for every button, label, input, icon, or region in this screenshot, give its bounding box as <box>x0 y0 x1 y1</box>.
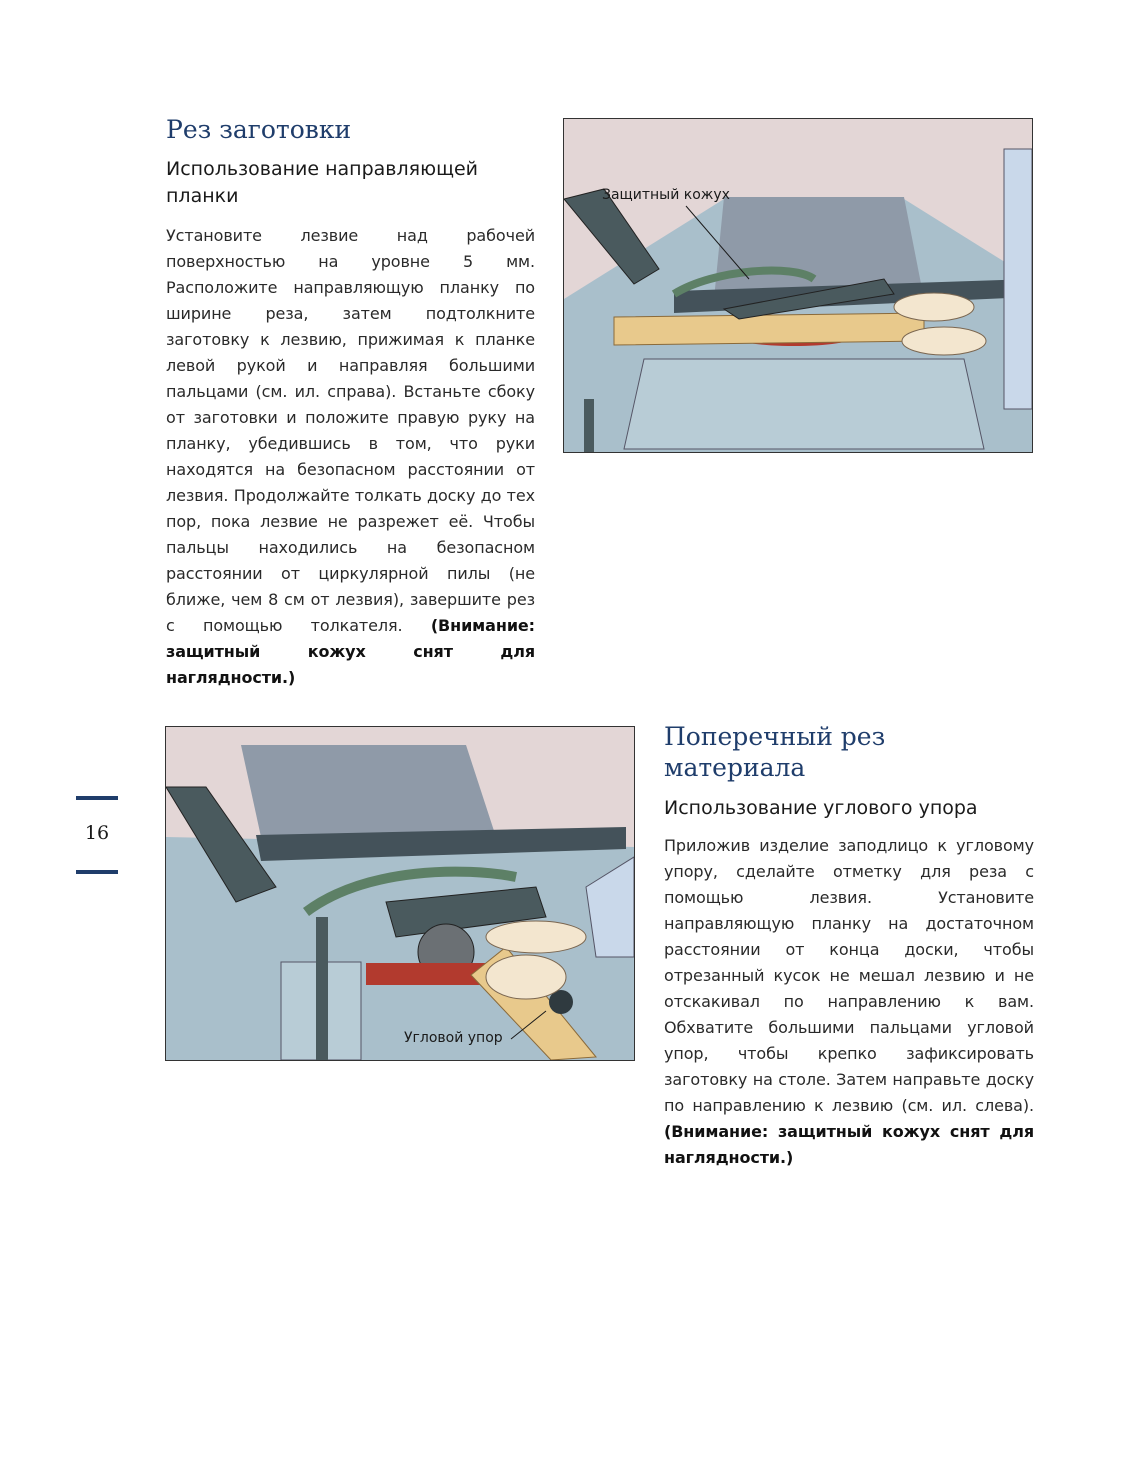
figure-rip-cut <box>563 118 1033 453</box>
section-1-warning: (Внимание: защитный кожух снят для наглядности.) <box>166 616 535 687</box>
rip-cut-illustration <box>564 119 1032 452</box>
figure-label-blade-guard: Защитный кожух <box>602 187 730 203</box>
page-rule-top <box>76 796 118 800</box>
section-2-subtitle: Использование углового упора <box>664 797 978 819</box>
figure-label-miter-gauge: Угловой упор <box>404 1030 503 1046</box>
section-2-warning: (Внимание: защитный кожух снят для наглядности.) <box>664 1122 1034 1167</box>
figure-crosscut <box>165 726 635 1061</box>
section-1-subtitle: Использование направляющей планки <box>166 158 479 207</box>
section-1-title: Рез заготовки <box>166 115 352 144</box>
page-rule-bottom <box>76 870 118 874</box>
crosscut-illustration <box>166 727 634 1060</box>
section-2-body-text: Приложив изделие заподлицо к угловому упору, сделайте отметку для реза с помощью лезвия. Установите направляющую планку на достаточном расстоянии от конца доски, чтобы отрезанный кусок не мешал лезвию и не отскакивал по направлению к вам. Обхватите большими пальцами угловой упор, чтобы крепко зафиксировать заготовку на столе. Затем направьте доску по направлению к лезвию (см. ил. слева). <box>664 836 1034 1115</box>
section-2-title: Поперечный рез материала <box>664 722 886 782</box>
section-2-body <box>664 833 1034 1171</box>
section-1-body <box>166 223 535 691</box>
page-number: 16 <box>84 822 110 844</box>
section-1-body-text: Установите лезвие над рабочей поверхностью на уровне 5 мм. Расположите направляющую планку по ширине реза, затем подтолкните заготовку к лезвию, прижимая к планке левой рукой и направляя большими пальцами (см. ил. справа). Встаньте сбоку от заготовки и положите правую руку на планку, убедившись в том, что руки находятся на безопасном расстоянии от лезвия. Продолжайте толкать доску до тех пор, пока лезвие не разрежет её. Чтобы пальцы находились на безопасном расстоянии от циркулярной пилы (не ближе, чем 8 см от лезвия), завершите рез с помощью толкателя. <box>166 226 535 635</box>
